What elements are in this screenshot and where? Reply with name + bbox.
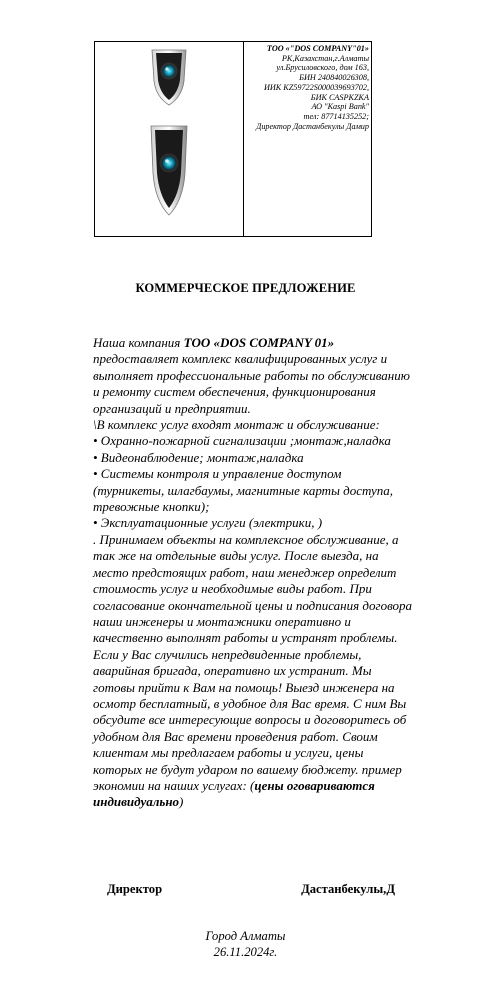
document-title: КОММЕРЧЕСКОЕ ПРЕДЛОЖЕНИЕ: [135, 281, 356, 295]
footer-city: Город Алматы: [205, 929, 286, 943]
intro-prefix: Наша компания: [93, 335, 184, 350]
document-body: [93, 335, 413, 811]
main-paragraph: [93, 532, 413, 811]
letterhead-table: [94, 41, 372, 237]
signature-role: Директор: [107, 882, 163, 896]
service-item: • Эксплуатационные услуги (электрики, ): [93, 515, 323, 531]
closing-paren: ): [179, 794, 184, 810]
bin-line: БИН 240840026308,: [299, 73, 369, 83]
security-camera-shield-icon: [149, 47, 189, 107]
security-camera-shield-icon: [149, 123, 189, 218]
service-item: • Системы контроля и управление доступом (турникеты, шлагбаумы, магнитные карты доступа, тревожные кнопки);: [93, 466, 394, 515]
pricing-note: цены оговариваются индивидуально: [93, 777, 375, 810]
address-line: РК,Казахстан,г.Алматы: [281, 53, 369, 63]
director-line: Директор Дастанбекулы Дамир: [256, 121, 369, 131]
iik-line: ИИК KZ59722S000039693702,: [263, 82, 369, 92]
footer-date: 26.11.2024г.: [213, 945, 278, 959]
services-intro: \В комплекс услуг входят монтаж и обслуживание:: [93, 417, 380, 433]
service-item: • Видеонаблюдение; монтаж,наладка: [93, 449, 304, 465]
address-line: ул.Брусиловского, дом 163,: [276, 63, 369, 73]
company-details: [244, 42, 371, 236]
signature-name: Дастанбекулы,Д: [301, 882, 395, 896]
bik-line: БИК CASPKZKA: [310, 92, 369, 102]
intro-company-name: ТОО «DOS COMPANY 01»: [183, 335, 335, 350]
intro-paragraph: [93, 335, 413, 417]
signature-row: [107, 882, 395, 897]
service-item: • Охранно-пожарной сигнализации ;монтаж,наладка: [93, 433, 391, 449]
company-name: ТОО «"DOS COMPANY"01»: [266, 44, 369, 53]
logo-cell: [95, 42, 244, 236]
document-footer: [0, 928, 491, 960]
bank-line: АО "Kaspi Bank": [311, 102, 369, 112]
intro-text: предоставляет комплекс квалифицированных услуг и выполняет профессиональные работы по обслуживанию и ремонту систем обеспечения, функционирования организаций и предприятии.: [93, 351, 410, 416]
main-paragraph-text: . Принимаем объекты на комплексное обслуживание, а так же на отдельные виды услуг. После выезда, на место предстоящих работ, наш менеджер определит стоимость услуг и необходимые виды работ. При согласование окончательной цены и подписания договора наши инженеры и монтажники оперативно и качественно выполнят работы и устранят проблемы. Если у Вас случились непредвиденные проблемы, аварийная бригада, оперативно их устранит. Мы готовы прийти к Вам на помощь! Выезд инженера на осмотр бесплатный, в удобное для Вас время. С ним Вы обсудите все интересующие вопросы и договоритесь об удобном для Вас времени проведения работ. Своим клиентам мы предлагаем работы и услуги, цены которых не будут ударом по вашему бюджету. пример экономии на наших услугах: (: [93, 531, 413, 793]
phone-line: тел: 87714135252;: [303, 111, 369, 121]
